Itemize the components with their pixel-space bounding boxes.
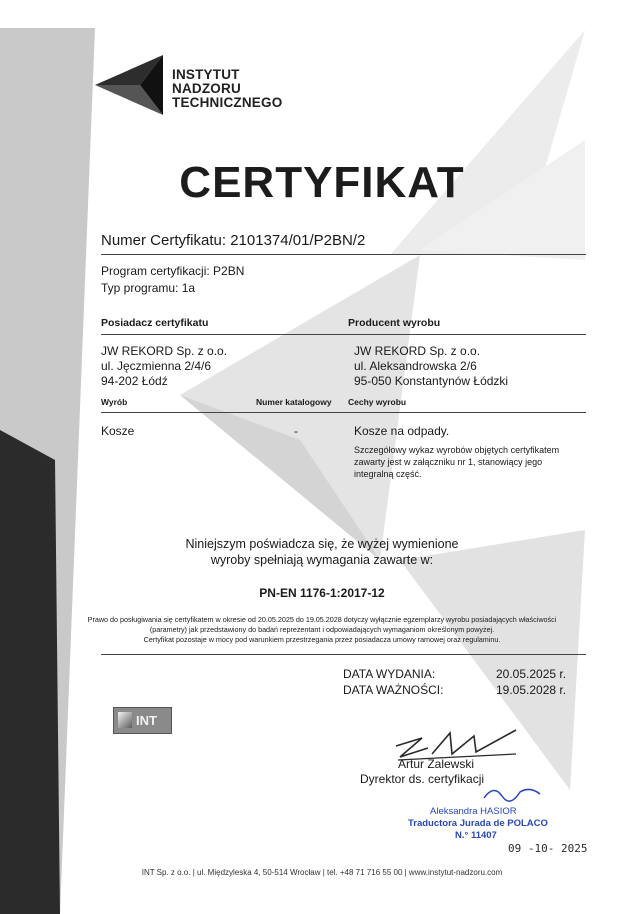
logo-line-3: TECHNICZNEGO (172, 95, 283, 110)
hologram-icon (118, 712, 132, 728)
stamp-date: 09 -10- 2025 (508, 842, 588, 855)
product-note-line-1: Szczegółowy wykaz wyrobów objętych certyfikatem (354, 445, 560, 455)
holder-city: 94-202 Łódź (101, 374, 168, 388)
signatory-role: Dyrektor ds. certyfikacji (360, 772, 485, 786)
producer-city: 95-050 Konstantynów Łódzki (354, 374, 509, 388)
legal-line-1: Prawo do posługiwania się certyfikatem w okresie od 20.05.2025 do 19.05.2028 dotyczy wyłącznie egzemplarzy wyrobu posiadających właściwości (87, 615, 557, 624)
producer-street: ul. Aleksandrowska 2/6 (354, 359, 477, 373)
issue-date-label: DATA WYDANIA: (343, 667, 436, 681)
statement (0, 536, 644, 568)
divider (101, 254, 586, 255)
issue-date-value: 20.05.2025 r. (496, 667, 567, 681)
holder-address (101, 344, 227, 389)
divider (101, 654, 586, 655)
product-feature: Kosze na odpady. (354, 424, 450, 438)
valid-date-value: 19.05.2028 r. (496, 683, 567, 697)
product-name: Kosze (101, 424, 135, 438)
center-triangle (180, 255, 420, 560)
translator-number: N.° 11407 (455, 830, 497, 841)
signatory-name: Artur Zalewski (398, 757, 475, 771)
column-catalog: Numer katalogowy (256, 397, 332, 407)
statement-line-2: wyroby spełniają wymagania zawarte w: (210, 553, 434, 567)
int-hologram-badge (113, 707, 172, 734)
standard: PN-EN 1176-1:2017-12 (259, 586, 385, 600)
divider (101, 334, 586, 335)
legal-notice (40, 615, 604, 645)
logo-line-1: INSTYTUT (172, 67, 240, 82)
document-title: CERTYFIKAT (179, 158, 465, 207)
holder-street: ul. Jęczmienna 2/4/6 (101, 359, 212, 373)
translator-signature-graphic (480, 782, 550, 804)
certificate-number: Numer Certyfikatu: 2101374/01/P2BN/2 (101, 232, 366, 249)
valid-date-label: DATA WAŻNOŚCI: (343, 683, 444, 697)
legal-line-2: (parametry) jak przedstawiony do badań reprezentant i odpowiadających wymaganiom określonym powyżej. (149, 625, 495, 634)
product-catalog: - (294, 424, 298, 438)
column-features: Cechy wyrobu (348, 397, 407, 407)
logo-line-2: NADZORU (172, 81, 241, 96)
product-note-line-2: zawarty jest w załączniku nr 1, stanowiący jego (354, 457, 543, 467)
column-product: Wyrób (101, 397, 128, 407)
product-note (354, 444, 559, 480)
program: Program certyfikacji: P2BN (101, 264, 245, 278)
divider (101, 412, 586, 413)
badge-text: INT (136, 713, 157, 728)
footer: INT Sp. z o.o. | ul. Międzyleska 4, 50-514 Wrocław | tel. +48 71 716 55 00 | www.instytut-nadzoru.com (141, 868, 503, 877)
producer-name: JW REKORD Sp. z o.o. (354, 344, 481, 358)
product-note-line-3: integralną część. (354, 469, 422, 479)
int-logo-icon (95, 55, 165, 115)
left-dark-wedge (0, 430, 60, 914)
producer-label: Producent wyrobu (348, 317, 441, 329)
program-type: Typ programu: 1a (101, 281, 196, 295)
logo-text (172, 68, 282, 110)
holder-name: JW REKORD Sp. z o.o. (101, 344, 228, 358)
translator-role: Traductora Jurada de POLACO (408, 818, 548, 829)
translator-name: Aleksandra HASIOR (430, 806, 517, 817)
statement-line-1: Niniejszym poświadcza się, że wyżej wymienione (185, 537, 459, 551)
producer-address (354, 344, 508, 389)
legal-line-3: Certyfikat pozostaje w mocy pod warunkiem przestrzegania przez posiadacza umowy ramowej oraz regulaminu. (143, 635, 501, 644)
holder-label: Posiadacz certyfikatu (101, 317, 209, 329)
